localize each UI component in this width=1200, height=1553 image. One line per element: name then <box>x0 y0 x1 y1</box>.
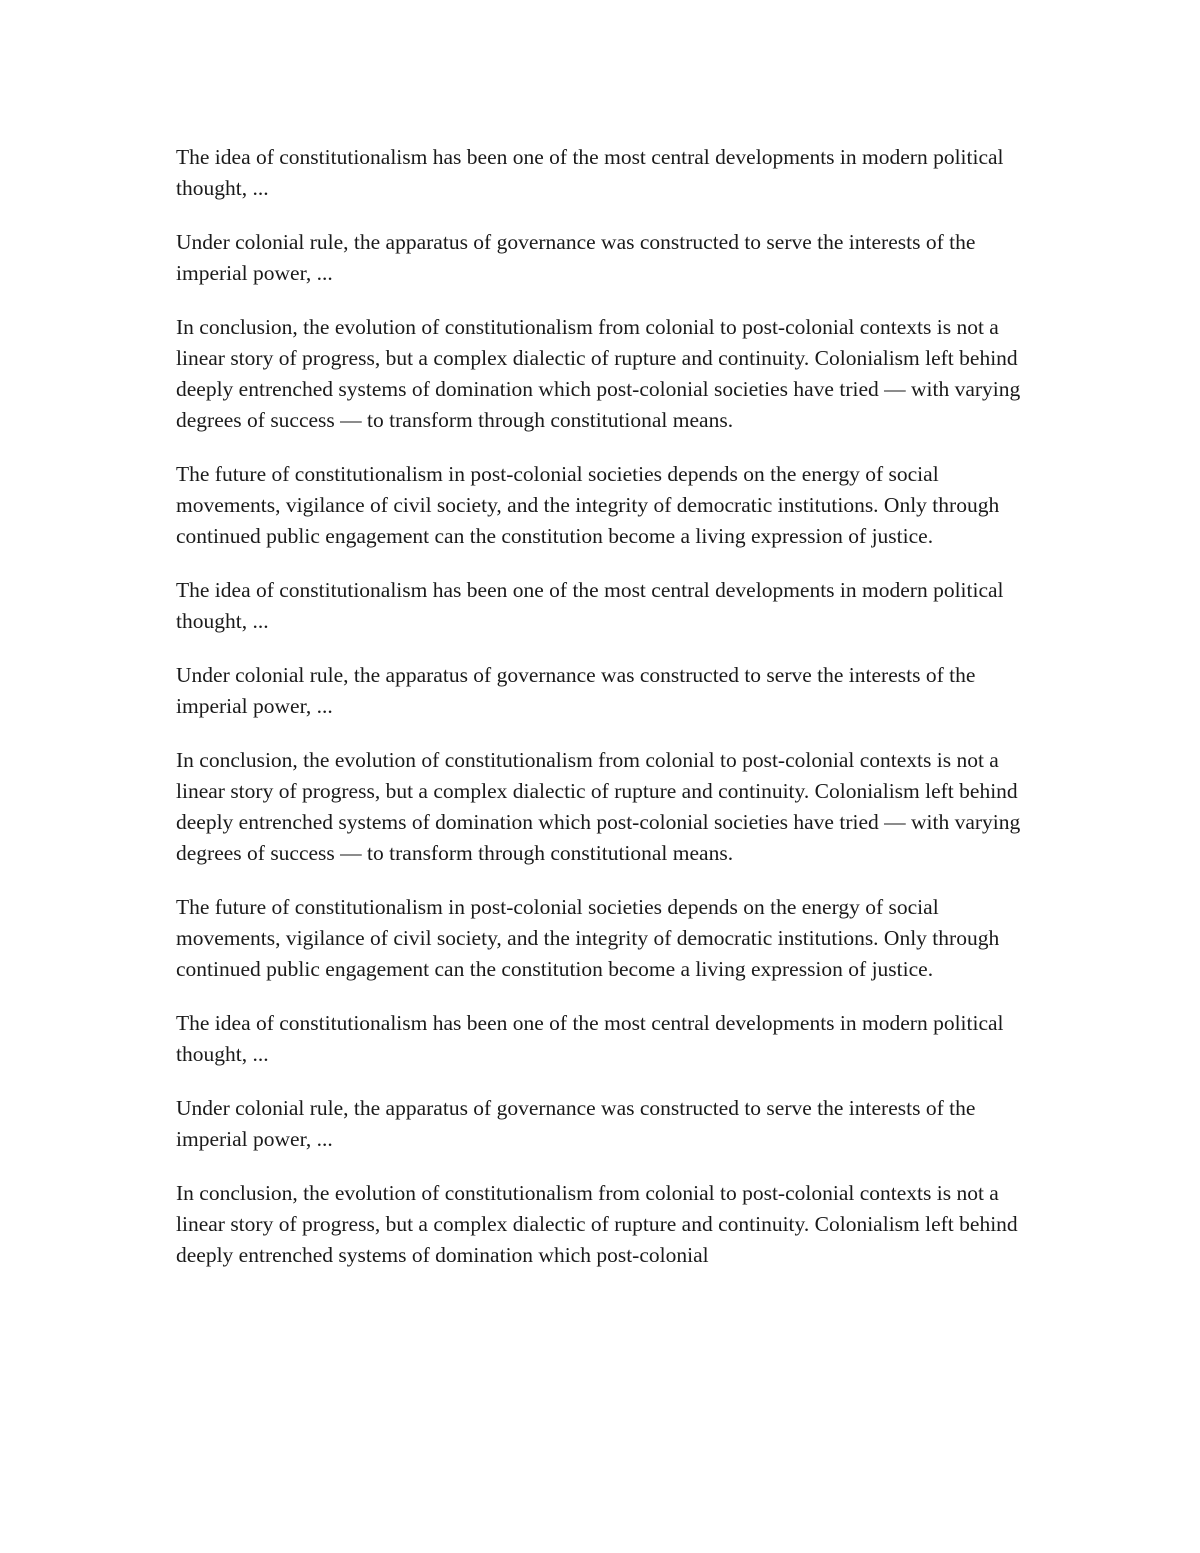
paragraph-2: Under colonial rule, the apparatus of governance was constructed to serve the interests of the imperial power, ... <box>176 230 976 285</box>
paragraph-1: The idea of constitutionalism has been one of the most central developments in modern political thought, ... <box>176 145 1004 200</box>
paragraph-4: The future of constitutionalism in post-colonial societies depends on the energy of social movements, vigilance of civil society, and the integrity of democratic institutions. Only through continued public engagement can the constitution become a living expression of justice. <box>176 462 1000 548</box>
paragraph-10: Under colonial rule, the apparatus of governance was constructed to serve the interests of the imperial power, ... <box>176 1096 976 1151</box>
paragraph-5: The idea of constitutionalism has been one of the most central developments in modern political thought, ... <box>176 578 1004 633</box>
paragraph-3: In conclusion, the evolution of constitutionalism from colonial to post-colonial contexts is not a linear story of progress, but a complex dialectic of rupture and continuity. Colonialism left behind deeply entrenched systems of domination which post-colonial societies have tried — with varying degrees of success — to transform through constitutional means. <box>176 315 1021 432</box>
paragraph-11: In conclusion, the evolution of constitutionalism from colonial to post-colonial contexts is not a linear story of progress, but a complex dialectic of rupture and continuity. Colonialism left behind deeply entrenched systems of domination which post-colonial <box>176 1181 1018 1267</box>
paragraph-7: In conclusion, the evolution of constitutionalism from colonial to post-colonial contexts is not a linear story of progress, but a complex dialectic of rupture and continuity. Colonialism left behind deeply entrenched systems of domination which post-colonial societies have tried — with varying degrees of success — to transform through constitutional means. <box>176 748 1021 865</box>
paragraph-6: Under colonial rule, the apparatus of governance was constructed to serve the interests of the imperial power, ... <box>176 663 976 718</box>
paragraph-8: The future of constitutionalism in post-colonial societies depends on the energy of social movements, vigilance of civil society, and the integrity of democratic institutions. Only through continued public engagement can the constitution become a living expression of justice. <box>176 895 1000 981</box>
paragraph-9: The idea of constitutionalism has been one of the most central developments in modern political thought, ... <box>176 1011 1004 1066</box>
document-body <box>176 142 1026 1294</box>
